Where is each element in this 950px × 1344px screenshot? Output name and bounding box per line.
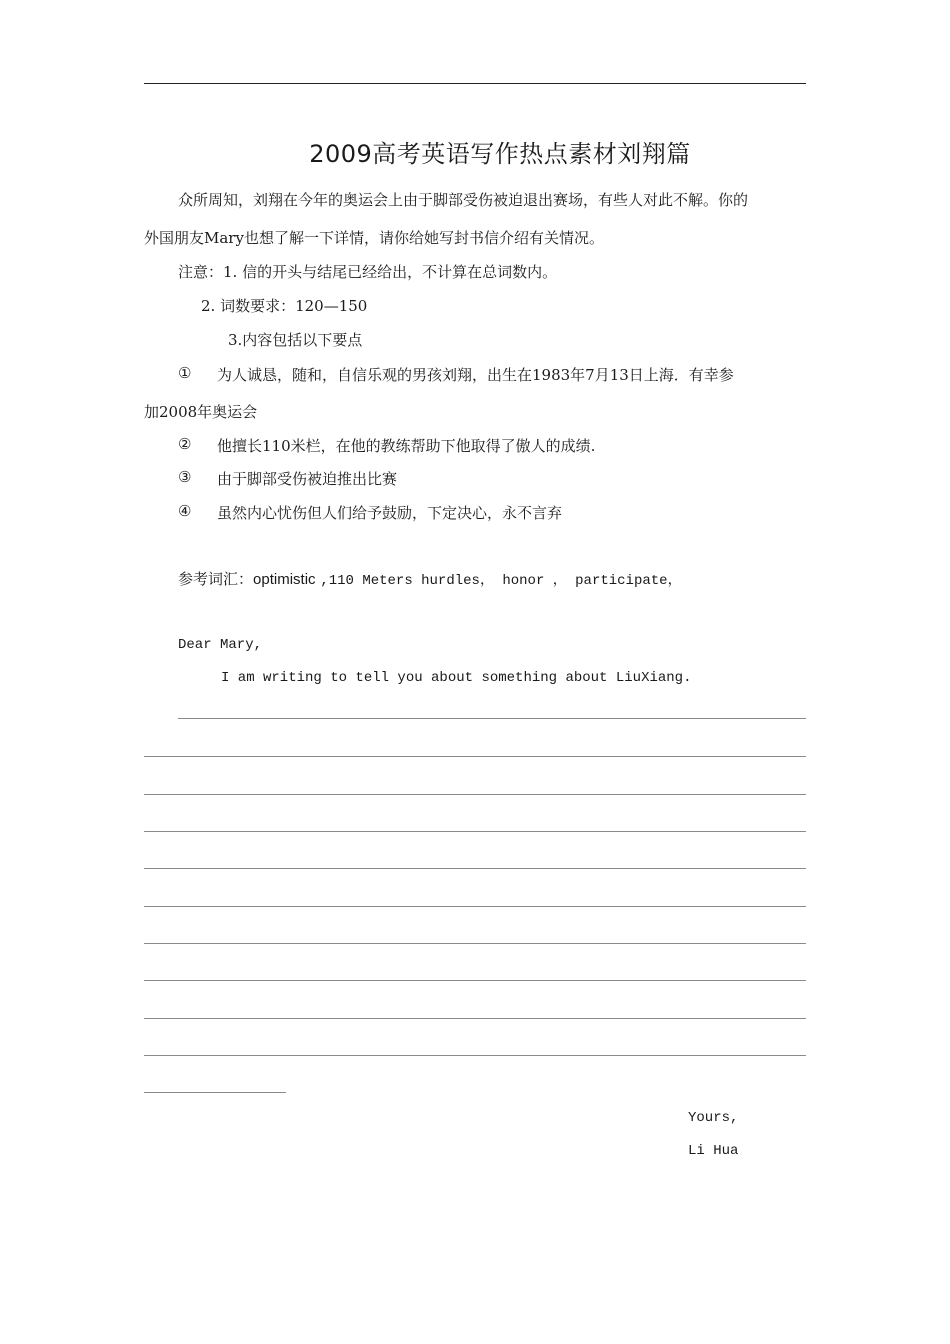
intro-line-1: 众所周知，刘翔在今年的奥运会上由于脚部受伤被迫退出赛场，有些人对此不解。你的 — [178, 191, 749, 209]
vocab-word-optimistic: optimistic — [253, 571, 316, 588]
page-title: 2009高考英语写作热点素材刘翔篇 — [309, 140, 691, 168]
intro-line-2: 外国朋友Mary也想了解一下详情，请你给她写封书信介绍有关情况。 — [144, 229, 604, 247]
vocab-rest: ,110 Meters hurdles， honor ， participate， — [320, 573, 682, 589]
answer-line-6[interactable] — [144, 906, 806, 907]
point-2-marker: ② — [178, 435, 192, 453]
note-1: 注意：1. 信的开头与结尾已经给出，不计算在总词数内。 — [178, 263, 558, 281]
answer-line-8[interactable] — [144, 980, 806, 981]
point-3-text: 由于脚部受伤被迫推出比赛 — [217, 470, 398, 488]
note-2: 2. 词数要求：120—150 — [201, 297, 368, 315]
point-1-marker: ① — [178, 364, 192, 382]
answer-line-4[interactable] — [144, 831, 806, 832]
answer-line-5[interactable] — [144, 868, 806, 869]
letter-closing: Yours, — [688, 1110, 739, 1126]
point-1-text: 为人诚恳，随和，自信乐观的男孩刘翔，出生在1983年7月13日上海．有幸参 — [217, 366, 734, 384]
point-4-marker: ④ — [178, 502, 192, 520]
letter-greeting: Dear Mary, — [178, 637, 263, 653]
point-4-text: 虽然内心忧伤但人们给予鼓励，下定决心，永不言弃 — [217, 504, 563, 522]
answer-line-9[interactable] — [144, 1018, 806, 1019]
point-2-text: 他擅长110米栏，在他的教练帮助下他取得了傲人的成绩. — [217, 437, 596, 455]
point-3-marker: ③ — [178, 468, 192, 486]
header-rule — [144, 83, 806, 84]
letter-opening: I am writing to tell you about something about LiuXiang. — [221, 670, 692, 686]
answer-line-7[interactable] — [144, 943, 806, 944]
answer-line-1[interactable] — [178, 718, 806, 719]
answer-line-3[interactable] — [144, 794, 806, 795]
answer-line-10[interactable] — [144, 1055, 806, 1056]
answer-line-11[interactable] — [144, 1092, 286, 1093]
vocab-label: 参考词汇： — [178, 570, 254, 588]
letter-signature: Li Hua — [688, 1143, 739, 1159]
answer-line-2[interactable] — [144, 756, 806, 757]
point-1-continuation: 加2008年奥运会 — [144, 403, 258, 421]
note-3: 3.内容包括以下要点 — [228, 331, 363, 349]
vocab-line — [178, 568, 682, 589]
